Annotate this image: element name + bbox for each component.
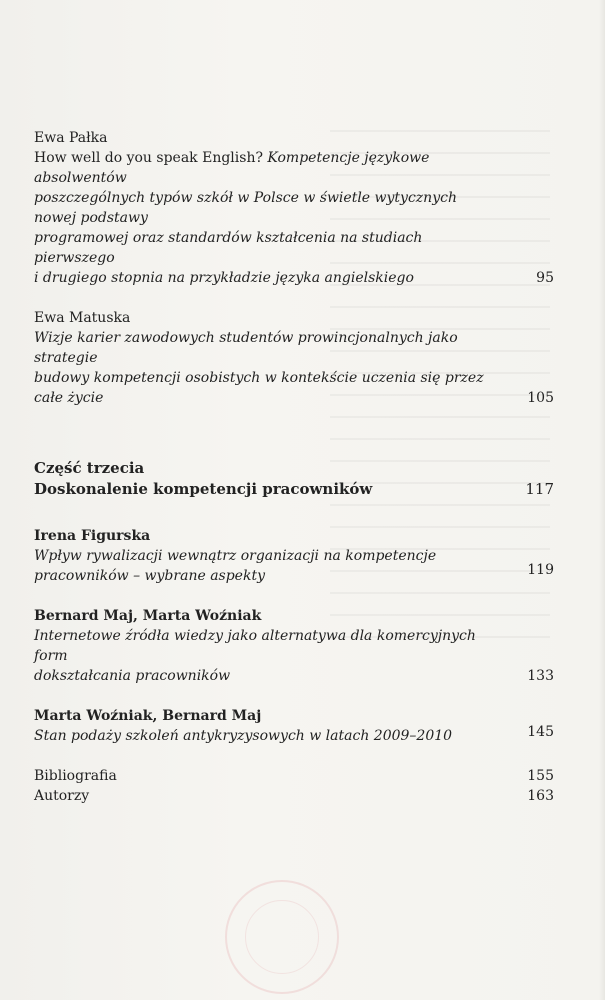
entry-page-number: 119: [527, 562, 554, 578]
entry-page-number: 145: [527, 724, 554, 740]
backmatter-page-number: 155: [527, 768, 554, 784]
entry-author: Ewa Matuska: [34, 310, 131, 326]
toc-entry: [34, 706, 554, 746]
entry-title-line: programowej oraz standardów kształcenia na studiach pierwszego: [34, 230, 423, 266]
library-stamp-watermark: [225, 880, 339, 994]
toc-entry: [34, 308, 554, 408]
entry-title-line: i drugiego stopnia na przykładzie języka angielskiego: [34, 270, 414, 286]
backmatter-page-number: 163: [527, 788, 554, 804]
toc-entry: [34, 526, 554, 586]
section-label: Część trzecia: [34, 459, 145, 477]
backmatter-label: Autorzy: [34, 788, 90, 804]
table-of-contents: [34, 128, 554, 806]
entry-title-line: budowy kompetencji osobistych w kontekście uczenia się przez całe życie: [34, 370, 484, 406]
entry-title-line: How well do you speak English? Kompetencje językowe absolwentów: [34, 150, 430, 186]
entry-title-line: dokształcania pracowników: [34, 668, 231, 684]
toc-entry: [34, 128, 554, 288]
entry-author: Bernard Maj, Marta Woźniak: [34, 608, 262, 624]
entry-title-line: Wpływ rywalizacji wewnątrz organizacji na kompetencje: [34, 548, 437, 564]
entry-author: Ewa Pałka: [34, 130, 108, 146]
section-title: Doskonalenie kompetencji pracowników: [34, 480, 373, 498]
backmatter-label: Bibliografia: [34, 768, 117, 784]
toc-entry: [34, 606, 554, 686]
toc-backmatter-item: [34, 786, 554, 806]
page-edge: [599, 0, 605, 1000]
entry-title-line: poszczególnych typów szkół w Polsce w świetle wytycznych nowej podstawy: [34, 190, 457, 226]
section-heading: [34, 458, 554, 500]
entry-title-line: Stan podaży szkoleń antykryzysowych w latach 2009–2010: [34, 728, 453, 744]
entry-title-line: pracowników – wybrane aspekty: [34, 568, 265, 584]
entry-page-number: 133: [527, 668, 554, 684]
entry-page-number: 105: [527, 390, 554, 406]
entry-author: Irena Figurska: [34, 528, 151, 544]
entry-author: Marta Woźniak, Bernard Maj: [34, 708, 262, 724]
entry-title-line: Wizje karier zawodowych studentów prowincjonalnych jako strategie: [34, 330, 458, 366]
entry-page-number: 95: [536, 270, 554, 286]
entry-title-line: Internetowe źródła wiedzy jako alternatywa dla komercyjnych form: [34, 628, 476, 664]
section-page-number: 117: [525, 480, 554, 498]
toc-backmatter-item: [34, 766, 554, 786]
